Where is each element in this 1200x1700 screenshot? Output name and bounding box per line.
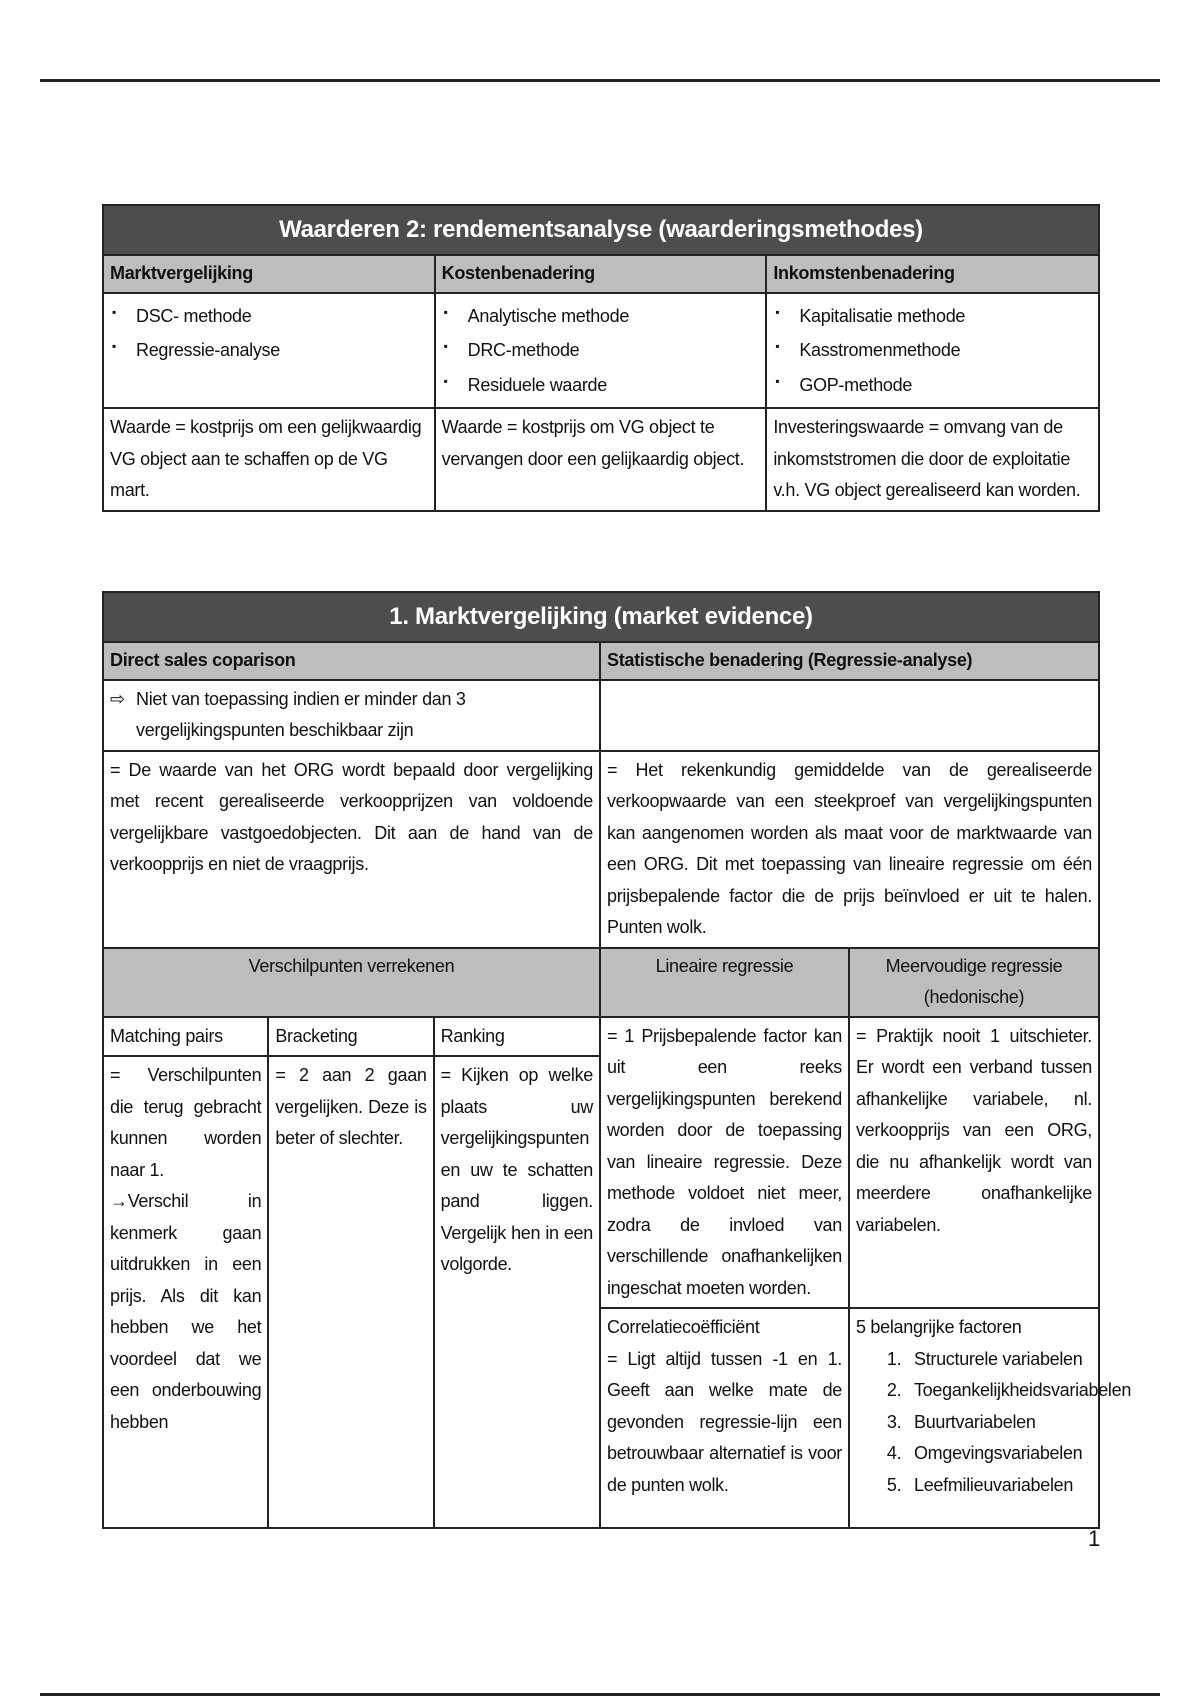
method-list-cell	[766, 293, 1099, 409]
matching-pairs-extra: Verschil in kenmerk gaan uitdrukken in een prijs. Als dit kan hebben we het voordeel dat we een onderbouwing hebben	[110, 1191, 262, 1432]
list-item: ▪ DSC- methode	[110, 301, 428, 333]
table-title: 1. Marktvergelijking (market evidence)	[103, 592, 1099, 642]
statistical-header: Statistische benadering (Regressie-analyse)	[600, 642, 1099, 680]
linear-regression-header: Lineaire regressie	[600, 948, 849, 1017]
arrow-right-icon: ⇨	[110, 688, 125, 709]
factor-item: 3. Buurtvariabelen	[906, 1407, 1092, 1439]
column-header: Marktvergelijking	[103, 255, 435, 293]
column-header: Inkomstenbenadering	[766, 255, 1099, 293]
correlation-title: Correlatiecoëfficiënt	[606, 1317, 760, 1337]
list-item: ▪ Analytische methode	[442, 301, 760, 333]
note-cell	[103, 680, 600, 751]
matching-pairs-text	[103, 1056, 268, 1528]
factors-title: 5 belangrijke factoren	[855, 1317, 1022, 1337]
list-item: ▪ Kapitalisatie methode	[773, 301, 1092, 333]
ranking-text: = Kijken op welke plaats uw vergelijkingspunten en uw te schatten pand liggen. Vergelijk hen in een volgorde.	[434, 1056, 600, 1528]
factor-item: 5. Leefmilieuvariabelen	[906, 1470, 1092, 1502]
definition-cell: Investeringswaarde = omvang van de inkomststromen die door de exploitatie v.h. VG object gerealiseerd kan worden.	[766, 408, 1099, 511]
list-item: ▪ Kasstromenmethode	[773, 335, 1092, 367]
correlation-cell	[600, 1308, 849, 1528]
factor-item: 2. Toegankelijkheidsvariabelen	[906, 1375, 1092, 1407]
empty-cell	[600, 680, 1099, 751]
method-list-cell	[435, 293, 767, 409]
factor-item: 1. Structurele variabelen	[906, 1344, 1092, 1376]
direct-sales-definition: = De waarde van het ORG wordt bepaald door vergelijking met recent gerealiseerde verkoopprijzen van voldoende vergelijkbare vastgoedobjecten. Dit aan de hand van de verkoopprijs en niet de vraagprijs.	[103, 751, 600, 948]
multiple-regression-header: Meervoudige regressie (hedonische)	[849, 948, 1099, 1017]
definition-cell: Waarde = kostprijs om VG object te vervangen door een gelijkaardig object.	[435, 408, 767, 511]
method-list-cell	[103, 293, 435, 409]
differences-header: Verschilpunten verrekenen	[103, 948, 600, 1017]
market-comparison-table	[102, 591, 1132, 1529]
arrow-right-icon: →	[110, 1191, 128, 1211]
linear-regression-text: = 1 Prijsbepalende factor kan uit een reeks vergelijkingspunten berekend worden door de toepassing van lineaire regressie. Deze methode voldoet niet meer, zodra de invloed van verschillende onafhankelijken ingeschat moeten worden.	[600, 1017, 849, 1309]
footer-rule	[40, 1693, 1160, 1696]
column-header: Kostenbenadering	[435, 255, 767, 293]
correlation-text: = Ligt altijd tussen -1 en 1. Geeft aan welke mate de gevonden regressie-lijn een betrouwbaar alternatief is voor de punten wolk.	[606, 1348, 842, 1495]
multiple-regression-text: = Praktijk nooit 1 uitschieter. Er wordt een verband tussen afhankelijke variabele, nl. verkoopprijs van een ORG, die nu afhankelijk wordt van meerdere onafhankelijke variabelen.	[849, 1017, 1099, 1309]
statistical-definition: = Het rekenkundig gemiddelde van de gerealiseerde verkoopwaarde van een steekproef van vergelijkingspunten kan aangenomen worden als maat voor de marktwaarde van een ORG. Dit met toepassing van lineaire regressie om één prijsbepalende factor die de prijs beïnvloed er uit te halen. Punten wolk.	[600, 751, 1099, 948]
direct-sales-header: Direct sales coparison	[103, 642, 600, 680]
method-name: Ranking	[434, 1017, 600, 1057]
list-item: ▪ DRC-methode	[442, 335, 760, 367]
method-name: Bracketing	[268, 1017, 433, 1057]
bracketing-text: = 2 aan 2 gaan vergelijken. Deze is beter of slechter.	[268, 1056, 433, 1528]
matching-pairs-definition: = Verschilpunten die terug gebracht kunnen worden naar 1.	[110, 1065, 262, 1180]
valuation-methods-table	[102, 204, 1100, 512]
list-item: ▪ Residuele waarde	[442, 370, 760, 402]
list-item: ▪ Regressie-analyse	[110, 335, 428, 367]
definition-cell: Waarde = kostprijs om een gelijkwaardig VG object aan te schaffen op de VG mart.	[103, 408, 435, 511]
header-rule	[40, 79, 1160, 82]
factor-item: 4. Omgevingsvariabelen	[906, 1438, 1092, 1470]
note-text: Niet van toepassing indien er minder dan 3 vergelijkingspunten beschikbaar zijn	[136, 688, 466, 740]
page-number: 1	[1088, 1526, 1101, 1551]
factors-cell	[849, 1308, 1132, 1528]
list-item: ▪ GOP-methode	[773, 370, 1092, 402]
table-title: Waarderen 2: rendementsanalyse (waarderingsmethodes)	[103, 205, 1099, 255]
method-name: Matching pairs	[103, 1017, 268, 1057]
